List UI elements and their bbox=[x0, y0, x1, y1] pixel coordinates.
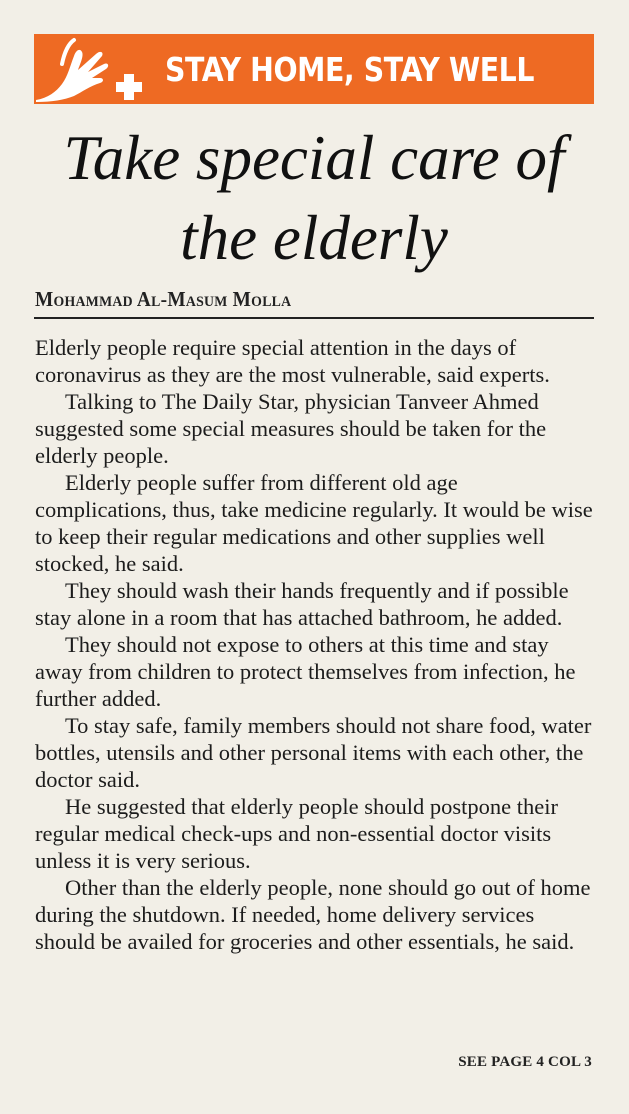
hand-plus-icon bbox=[34, 34, 135, 104]
paragraph: They should wash their hands frequently and if possible stay alone in a room that has attached bathroom, he added. bbox=[35, 578, 569, 630]
paragraph: Elderly people require special attention in the days of coronavirus as they are the most vulnerable, said experts. bbox=[35, 335, 550, 387]
paragraph: They should not expose to others at this time and stay away from children to protect themselves from infection, he further added. bbox=[35, 632, 576, 711]
byline-divider bbox=[34, 317, 594, 319]
banner-kicker: STAY HOME, STAY WELL bbox=[164, 49, 534, 89]
section-banner bbox=[34, 34, 594, 104]
paragraph: Other than the elderly people, none should go out of home during the shutdown. If needed, home delivery services should be availed for groceries and other essentials, he said. bbox=[35, 875, 591, 954]
paragraph: To stay safe, family members should not share food, water bottles, utensils and other personal items with each other, the doctor said. bbox=[35, 713, 592, 792]
paragraph: Talking to The Daily Star, physician Tanveer Ahmed suggested some special measures should be taken for the elderly people. bbox=[35, 389, 547, 468]
paragraph: Elderly people suffer from different old age complications, thus, take medicine regularly. It would be wise to keep their regular medications and other supplies well stocked, he said. bbox=[35, 470, 593, 576]
headline bbox=[34, 118, 594, 278]
byline: Mohammad Al-Masum Molla bbox=[35, 287, 292, 311]
article-body bbox=[35, 334, 595, 955]
headline-line-1: Take special care of bbox=[63, 123, 565, 193]
paragraph: He suggested that elderly people should postpone their regular medical check-ups and non-essential doctor visits unless it is very serious. bbox=[35, 794, 559, 873]
headline-line-2: the elderly bbox=[180, 203, 448, 273]
jump-line[interactable]: SEE PAGE 4 COL 3 bbox=[458, 1054, 592, 1070]
